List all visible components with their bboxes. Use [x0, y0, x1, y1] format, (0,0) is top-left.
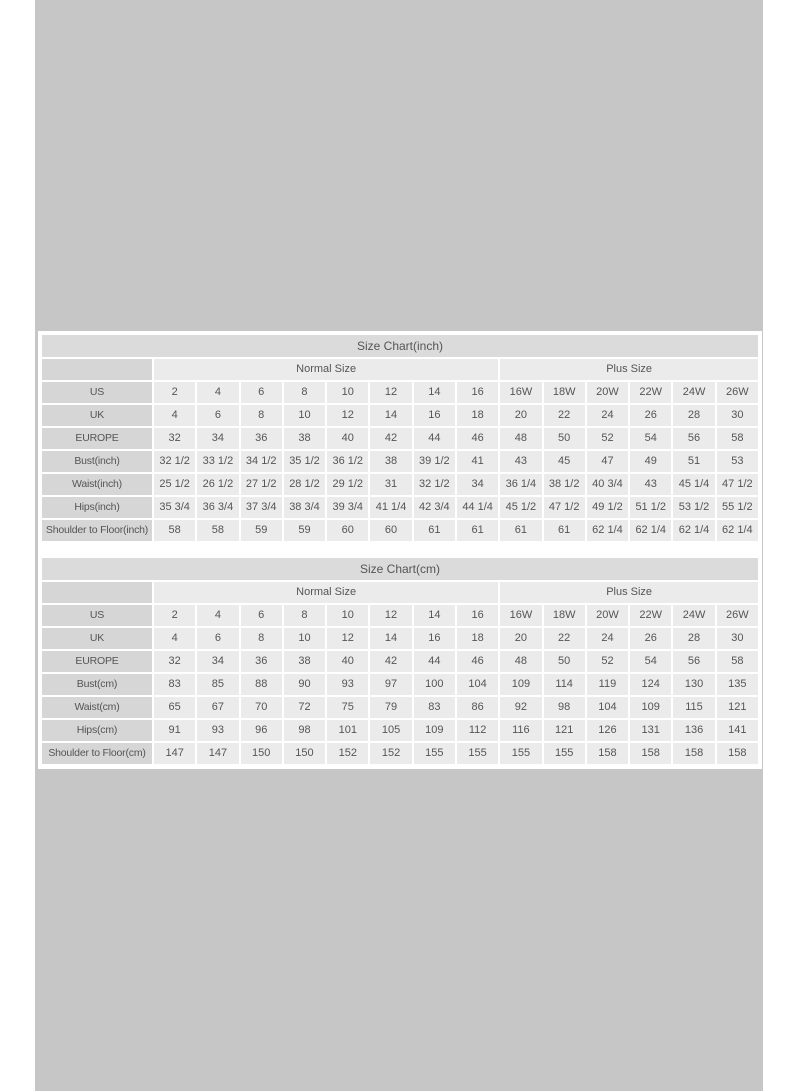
row-label: Waist(cm) — [42, 697, 152, 718]
value-cell: 88 — [241, 674, 282, 695]
value-cell: 45 1/2 — [500, 497, 541, 518]
value-cell: 37 3/4 — [241, 497, 282, 518]
value-cell: 105 — [370, 720, 411, 741]
value-cell: 126 — [587, 720, 628, 741]
value-cell: 18W — [544, 382, 585, 403]
value-cell: 8 — [241, 628, 282, 649]
row-label: Waist(inch) — [42, 474, 152, 495]
value-cell: 6 — [241, 605, 282, 626]
value-cell: 22 — [544, 405, 585, 426]
value-cell: 24W — [673, 382, 714, 403]
column-group-normal-size: Normal Size — [154, 582, 498, 603]
value-cell: 92 — [500, 697, 541, 718]
value-cell: 54 — [630, 651, 671, 672]
value-cell: 42 — [370, 651, 411, 672]
value-cell: 48 — [500, 428, 541, 449]
value-cell: 104 — [587, 697, 628, 718]
value-cell: 49 1/2 — [587, 497, 628, 518]
row-label: Hips(inch) — [42, 497, 152, 518]
value-cell: 40 — [327, 428, 368, 449]
value-cell: 54 — [630, 428, 671, 449]
column-group-plus-size: Plus Size — [500, 359, 758, 380]
value-cell: 25 1/2 — [154, 474, 195, 495]
value-cell: 20 — [500, 628, 541, 649]
column-group-normal-size: Normal Size — [154, 359, 498, 380]
value-cell: 10 — [284, 628, 325, 649]
value-cell: 10 — [327, 605, 368, 626]
value-cell: 46 — [457, 651, 498, 672]
value-cell: 104 — [457, 674, 498, 695]
value-cell: 59 — [284, 520, 325, 541]
corner-cell — [42, 582, 152, 603]
value-cell: 147 — [154, 743, 195, 764]
value-cell: 53 — [717, 451, 758, 472]
value-cell: 39 3/4 — [327, 497, 368, 518]
value-cell: 22 — [544, 628, 585, 649]
value-cell: 34 — [197, 428, 238, 449]
value-cell: 61 — [544, 520, 585, 541]
value-cell: 53 1/2 — [673, 497, 714, 518]
value-cell: 83 — [414, 697, 455, 718]
value-cell: 44 1/4 — [457, 497, 498, 518]
value-cell: 20 — [500, 405, 541, 426]
value-cell: 52 — [587, 428, 628, 449]
row-label: UK — [42, 628, 152, 649]
value-cell: 24 — [587, 405, 628, 426]
value-cell: 61 — [500, 520, 541, 541]
value-cell: 32 — [154, 428, 195, 449]
value-cell: 61 — [414, 520, 455, 541]
value-cell: 43 — [630, 474, 671, 495]
row-label: Bust(inch) — [42, 451, 152, 472]
size-table — [40, 357, 760, 543]
value-cell: 60 — [327, 520, 368, 541]
value-cell: 39 1/2 — [414, 451, 455, 472]
value-cell: 42 — [370, 428, 411, 449]
value-cell: 50 — [544, 651, 585, 672]
value-cell: 158 — [630, 743, 671, 764]
value-cell: 56 — [673, 651, 714, 672]
value-cell: 30 — [717, 405, 758, 426]
value-cell: 16W — [500, 382, 541, 403]
corner-cell — [42, 359, 152, 380]
value-cell: 97 — [370, 674, 411, 695]
row-label: Bust(cm) — [42, 674, 152, 695]
value-cell: 22W — [630, 605, 671, 626]
value-cell: 109 — [500, 674, 541, 695]
value-cell: 44 — [414, 428, 455, 449]
value-cell: 59 — [241, 520, 282, 541]
value-cell: 20W — [587, 382, 628, 403]
row-label: Hips(cm) — [42, 720, 152, 741]
value-cell: 4 — [197, 382, 238, 403]
value-cell: 22W — [630, 382, 671, 403]
value-cell: 93 — [327, 674, 368, 695]
value-cell: 49 — [630, 451, 671, 472]
size-chart-inch-section — [40, 335, 760, 543]
row-label: UK — [42, 405, 152, 426]
value-cell: 83 — [154, 674, 195, 695]
value-cell: 18 — [457, 628, 498, 649]
value-cell: 8 — [284, 605, 325, 626]
value-cell: 116 — [500, 720, 541, 741]
value-cell: 48 — [500, 651, 541, 672]
value-cell: 141 — [717, 720, 758, 741]
value-cell: 135 — [717, 674, 758, 695]
value-cell: 30 — [717, 628, 758, 649]
value-cell: 98 — [544, 697, 585, 718]
value-cell: 45 — [544, 451, 585, 472]
value-cell: 101 — [327, 720, 368, 741]
value-cell: 2 — [154, 382, 195, 403]
value-cell: 155 — [544, 743, 585, 764]
value-cell: 109 — [414, 720, 455, 741]
value-cell: 58 — [717, 651, 758, 672]
value-cell: 20W — [587, 605, 628, 626]
value-cell: 26W — [717, 605, 758, 626]
value-cell: 38 1/2 — [544, 474, 585, 495]
value-cell: 47 1/2 — [544, 497, 585, 518]
value-cell: 52 — [587, 651, 628, 672]
row-label: Shoulder to Floor(inch) — [42, 520, 152, 541]
value-cell: 158 — [587, 743, 628, 764]
value-cell: 119 — [587, 674, 628, 695]
value-cell: 46 — [457, 428, 498, 449]
value-cell: 158 — [717, 743, 758, 764]
value-cell: 29 1/2 — [327, 474, 368, 495]
value-cell: 62 1/4 — [587, 520, 628, 541]
value-cell: 155 — [414, 743, 455, 764]
value-cell: 4 — [197, 605, 238, 626]
value-cell: 26W — [717, 382, 758, 403]
value-cell: 131 — [630, 720, 671, 741]
value-cell: 6 — [241, 382, 282, 403]
row-label: EUROPE — [42, 428, 152, 449]
value-cell: 38 — [284, 651, 325, 672]
value-cell: 65 — [154, 697, 195, 718]
size-chart-panel — [38, 331, 762, 769]
value-cell: 112 — [457, 720, 498, 741]
value-cell: 16 — [414, 628, 455, 649]
value-cell: 98 — [284, 720, 325, 741]
value-cell: 36 1/2 — [327, 451, 368, 472]
value-cell: 41 1/4 — [370, 497, 411, 518]
value-cell: 147 — [197, 743, 238, 764]
value-cell: 10 — [327, 382, 368, 403]
value-cell: 16W — [500, 605, 541, 626]
value-cell: 38 — [370, 451, 411, 472]
value-cell: 36 — [241, 428, 282, 449]
value-cell: 155 — [457, 743, 498, 764]
value-cell: 130 — [673, 674, 714, 695]
value-cell: 6 — [197, 628, 238, 649]
value-cell: 31 — [370, 474, 411, 495]
value-cell: 136 — [673, 720, 714, 741]
value-cell: 152 — [327, 743, 368, 764]
value-cell: 44 — [414, 651, 455, 672]
row-label: US — [42, 605, 152, 626]
value-cell: 42 3/4 — [414, 497, 455, 518]
value-cell: 38 3/4 — [284, 497, 325, 518]
row-label: Shoulder to Floor(cm) — [42, 743, 152, 764]
value-cell: 4 — [154, 405, 195, 426]
value-cell: 58 — [197, 520, 238, 541]
value-cell: 12 — [327, 628, 368, 649]
value-cell: 55 1/2 — [717, 497, 758, 518]
value-cell: 26 — [630, 405, 671, 426]
value-cell: 90 — [284, 674, 325, 695]
value-cell: 16 — [414, 405, 455, 426]
value-cell: 91 — [154, 720, 195, 741]
value-cell: 150 — [241, 743, 282, 764]
value-cell: 36 — [241, 651, 282, 672]
value-cell: 28 — [673, 628, 714, 649]
value-cell: 85 — [197, 674, 238, 695]
value-cell: 60 — [370, 520, 411, 541]
value-cell: 24 — [587, 628, 628, 649]
value-cell: 121 — [717, 697, 758, 718]
value-cell: 34 — [197, 651, 238, 672]
value-cell: 14 — [414, 605, 455, 626]
value-cell: 75 — [327, 697, 368, 718]
value-cell: 56 — [673, 428, 714, 449]
value-cell: 115 — [673, 697, 714, 718]
value-cell: 47 — [587, 451, 628, 472]
value-cell: 26 — [630, 628, 671, 649]
value-cell: 2 — [154, 605, 195, 626]
value-cell: 32 — [154, 651, 195, 672]
value-cell: 36 1/4 — [500, 474, 541, 495]
value-cell: 121 — [544, 720, 585, 741]
value-cell: 34 1/2 — [241, 451, 282, 472]
value-cell: 12 — [327, 405, 368, 426]
value-cell: 28 1/2 — [284, 474, 325, 495]
value-cell: 32 1/2 — [414, 474, 455, 495]
value-cell: 8 — [241, 405, 282, 426]
value-cell: 14 — [370, 405, 411, 426]
value-cell: 62 1/4 — [630, 520, 671, 541]
value-cell: 8 — [284, 382, 325, 403]
value-cell: 43 — [500, 451, 541, 472]
value-cell: 100 — [414, 674, 455, 695]
value-cell: 36 3/4 — [197, 497, 238, 518]
value-cell: 155 — [500, 743, 541, 764]
value-cell: 58 — [717, 428, 758, 449]
value-cell: 72 — [284, 697, 325, 718]
value-cell: 152 — [370, 743, 411, 764]
size-chart-title: Size Chart(cm) — [42, 558, 758, 580]
value-cell: 86 — [457, 697, 498, 718]
value-cell: 16 — [457, 382, 498, 403]
value-cell: 150 — [284, 743, 325, 764]
value-cell: 34 — [457, 474, 498, 495]
value-cell: 32 1/2 — [154, 451, 195, 472]
value-cell: 62 1/4 — [673, 520, 714, 541]
value-cell: 79 — [370, 697, 411, 718]
value-cell: 114 — [544, 674, 585, 695]
value-cell: 47 1/2 — [717, 474, 758, 495]
value-cell: 4 — [154, 628, 195, 649]
value-cell: 26 1/2 — [197, 474, 238, 495]
value-cell: 61 — [457, 520, 498, 541]
value-cell: 33 1/2 — [197, 451, 238, 472]
value-cell: 45 1/4 — [673, 474, 714, 495]
value-cell: 28 — [673, 405, 714, 426]
value-cell: 158 — [673, 743, 714, 764]
value-cell: 6 — [197, 405, 238, 426]
value-cell: 18W — [544, 605, 585, 626]
column-group-plus-size: Plus Size — [500, 582, 758, 603]
size-table — [40, 580, 760, 766]
value-cell: 16 — [457, 605, 498, 626]
row-label: EUROPE — [42, 651, 152, 672]
value-cell: 109 — [630, 697, 671, 718]
value-cell: 50 — [544, 428, 585, 449]
value-cell: 62 1/4 — [717, 520, 758, 541]
value-cell: 27 1/2 — [241, 474, 282, 495]
value-cell: 40 3/4 — [587, 474, 628, 495]
value-cell: 35 1/2 — [284, 451, 325, 472]
value-cell: 12 — [370, 605, 411, 626]
value-cell: 14 — [414, 382, 455, 403]
value-cell: 93 — [197, 720, 238, 741]
value-cell: 12 — [370, 382, 411, 403]
row-label: US — [42, 382, 152, 403]
value-cell: 24W — [673, 605, 714, 626]
value-cell: 38 — [284, 428, 325, 449]
value-cell: 67 — [197, 697, 238, 718]
size-chart-cm-section — [40, 558, 760, 766]
value-cell: 70 — [241, 697, 282, 718]
value-cell: 14 — [370, 628, 411, 649]
value-cell: 40 — [327, 651, 368, 672]
value-cell: 18 — [457, 405, 498, 426]
value-cell: 35 3/4 — [154, 497, 195, 518]
value-cell: 51 1/2 — [630, 497, 671, 518]
value-cell: 96 — [241, 720, 282, 741]
value-cell: 10 — [284, 405, 325, 426]
value-cell: 51 — [673, 451, 714, 472]
size-chart-title: Size Chart(inch) — [42, 335, 758, 357]
value-cell: 41 — [457, 451, 498, 472]
value-cell: 124 — [630, 674, 671, 695]
value-cell: 58 — [154, 520, 195, 541]
